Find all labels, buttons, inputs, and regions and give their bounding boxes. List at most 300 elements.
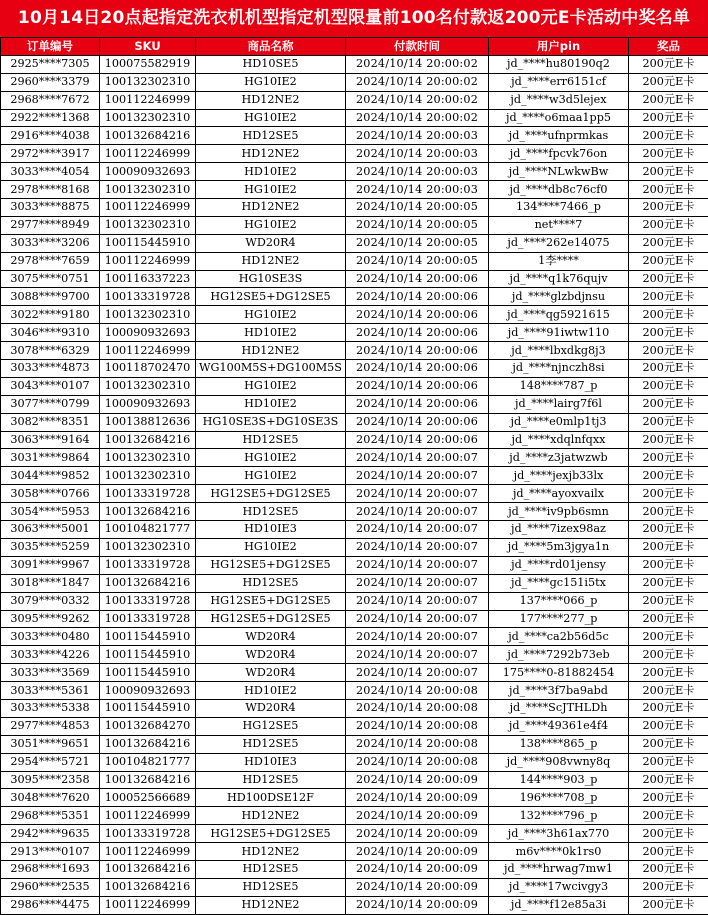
product-name-cell: HG10IE2 [196,449,346,467]
prize-cell: 200元E卡 [629,145,708,163]
prize-cell: 200元E卡 [629,324,708,342]
table-body [1,55,708,914]
table-row [1,574,708,592]
order-id-cell: 2922****1368 [1,109,100,127]
prize-cell: 200元E卡 [629,699,708,717]
column-header-sku: SKU [100,38,196,56]
user-pin-cell: jd_****glzbdjnsu [489,288,629,306]
order-id-cell: 2968****5351 [1,807,100,825]
table-row [1,199,708,217]
sku-cell: 100132684216 [100,431,196,449]
order-id-cell: 3033****3569 [1,664,100,682]
sku-cell: 100118702470 [100,360,196,378]
product-name-cell: HG10IE2 [196,109,346,127]
prize-cell: 200元E卡 [629,216,708,234]
order-id-cell: 2916****4038 [1,127,100,145]
sku-cell: 100133319728 [100,610,196,628]
order-id-cell: 3035****5259 [1,538,100,556]
prize-cell: 200元E卡 [629,395,708,413]
prize-cell: 200元E卡 [629,843,708,861]
user-pin-cell: 132****796_p [489,807,629,825]
payment-time-cell: 2024/10/14 20:00:07 [346,592,489,610]
user-pin-cell: jd_****err6151cf [489,73,629,91]
product-name-cell: HG12SE5+DG12SE5 [196,556,346,574]
payment-time-cell: 2024/10/14 20:00:06 [346,306,489,324]
payment-time-cell: 2024/10/14 20:00:08 [346,717,489,735]
user-pin-cell: jd_****7292b73eb [489,646,629,664]
order-id-cell: 3077****0799 [1,395,100,413]
payment-time-cell: 2024/10/14 20:00:07 [346,610,489,628]
table-row [1,843,708,861]
payment-time-cell: 2024/10/14 20:00:03 [346,145,489,163]
order-id-cell: 3078****6329 [1,342,100,360]
table-row [1,413,708,431]
payment-time-cell: 2024/10/14 20:00:09 [346,896,489,914]
payment-time-cell: 2024/10/14 20:00:06 [346,288,489,306]
user-pin-cell: jd_****qg5921615 [489,306,629,324]
prize-cell: 200元E卡 [629,878,708,896]
table-header-row [1,38,708,56]
table-row [1,55,708,73]
order-id-cell: 2968****7672 [1,91,100,109]
user-pin-cell: net****7 [489,216,629,234]
user-pin-cell: jd_****db8c76cf0 [489,181,629,199]
user-pin-cell: 137****066_p [489,592,629,610]
sku-cell: 100133319728 [100,592,196,610]
prize-cell: 200元E卡 [629,789,708,807]
product-name-cell: HD10IE3 [196,753,346,771]
user-pin-cell: jd_****q1k76qujv [489,270,629,288]
product-name-cell: HG10IE2 [196,377,346,395]
prize-cell: 200元E卡 [629,377,708,395]
sku-cell: 100115445910 [100,664,196,682]
sku-cell: 100132302310 [100,449,196,467]
product-name-cell: HD12NE2 [196,843,346,861]
product-name-cell: HD12NE2 [196,199,346,217]
user-pin-cell: jd_****w3d5lejex [489,91,629,109]
product-name-cell: HD12SE5 [196,860,346,878]
sku-cell: 100112246999 [100,807,196,825]
order-id-cell: 3048****7620 [1,789,100,807]
payment-time-cell: 2024/10/14 20:00:09 [346,860,489,878]
order-id-cell: 3095****9262 [1,610,100,628]
user-pin-cell: jd_****z3jatwzwb [489,449,629,467]
table-row [1,503,708,521]
product-name-cell: HD10IE2 [196,395,346,413]
order-id-cell: 2942****9635 [1,825,100,843]
sku-cell: 100132302310 [100,538,196,556]
column-header-user-pin: 用户pin [489,38,629,56]
table-row [1,699,708,717]
product-name-cell: HD12SE5 [196,574,346,592]
table-row [1,288,708,306]
order-id-cell: 3079****0332 [1,592,100,610]
product-name-cell: WD20R4 [196,664,346,682]
sku-cell: 100112246999 [100,896,196,914]
table-row [1,181,708,199]
payment-time-cell: 2024/10/14 20:00:08 [346,699,489,717]
table-row [1,431,708,449]
payment-time-cell: 2024/10/14 20:00:07 [346,467,489,485]
sku-cell: 100132684270 [100,717,196,735]
payment-time-cell: 2024/10/14 20:00:02 [346,73,489,91]
payment-time-cell: 2024/10/14 20:00:06 [346,360,489,378]
product-name-cell: HD12NE2 [196,896,346,914]
payment-time-cell: 2024/10/14 20:00:03 [346,163,489,181]
prize-cell: 200元E卡 [629,270,708,288]
prize-cell: 200元E卡 [629,91,708,109]
table-row [1,342,708,360]
sku-cell: 100132302310 [100,216,196,234]
user-pin-cell: 144****903_p [489,771,629,789]
sku-cell: 100132302310 [100,306,196,324]
prize-cell: 200元E卡 [629,127,708,145]
user-pin-cell: jd_****3h61ax770 [489,825,629,843]
product-name-cell: HD12SE5 [196,127,346,145]
payment-time-cell: 2024/10/14 20:00:09 [346,825,489,843]
product-name-cell: WD20R4 [196,628,346,646]
product-name-cell: HD10IE2 [196,682,346,700]
prize-cell: 200元E卡 [629,485,708,503]
user-pin-cell: jd_****njnczh8si [489,360,629,378]
payment-time-cell: 2024/10/14 20:00:07 [346,538,489,556]
sku-cell: 100132302310 [100,377,196,395]
order-id-cell: 2925****7305 [1,55,100,73]
table-row [1,682,708,700]
order-id-cell: 3095****2358 [1,771,100,789]
product-name-cell: WD20R4 [196,234,346,252]
table-row [1,807,708,825]
table-row [1,825,708,843]
sku-cell: 100133319728 [100,288,196,306]
payment-time-cell: 2024/10/14 20:00:07 [346,503,489,521]
table-row [1,163,708,181]
table-row [1,145,708,163]
payment-time-cell: 2024/10/14 20:00:06 [346,395,489,413]
table-row [1,556,708,574]
product-name-cell: HD12SE5 [196,771,346,789]
order-id-cell: 3031****9864 [1,449,100,467]
order-id-cell: 3044****9852 [1,467,100,485]
sku-cell: 100075582919 [100,55,196,73]
user-pin-cell: jd_****NLwkwBw [489,163,629,181]
sku-cell: 100115445910 [100,234,196,252]
product-name-cell: HD100DSE12F [196,789,346,807]
user-pin-cell: jd_****5m3jgya1n [489,538,629,556]
table-row [1,664,708,682]
user-pin-cell: jd_****7izex98az [489,521,629,539]
payment-time-cell: 2024/10/14 20:00:07 [346,628,489,646]
order-id-cell: 3033****3206 [1,234,100,252]
payment-time-cell: 2024/10/14 20:00:06 [346,431,489,449]
order-id-cell: 2977****4853 [1,717,100,735]
sku-cell: 100132302310 [100,181,196,199]
prize-cell: 200元E卡 [629,234,708,252]
user-pin-cell: jd_****lbxdkg8j3 [489,342,629,360]
prize-cell: 200元E卡 [629,664,708,682]
payment-time-cell: 2024/10/14 20:00:08 [346,682,489,700]
table-row [1,395,708,413]
product-name-cell: HD12NE2 [196,807,346,825]
payment-time-cell: 2024/10/14 20:00:07 [346,556,489,574]
table-row [1,377,708,395]
sku-cell: 100132684216 [100,127,196,145]
sku-cell: 100133319728 [100,556,196,574]
table-row [1,485,708,503]
user-pin-cell: jd_****17wcivgy3 [489,878,629,896]
order-id-cell: 3033****0480 [1,628,100,646]
prize-cell: 200元E卡 [629,860,708,878]
payment-time-cell: 2024/10/14 20:00:07 [346,646,489,664]
prize-cell: 200元E卡 [629,342,708,360]
user-pin-cell: 134****7466_p [489,199,629,217]
user-pin-cell: 196****708_p [489,789,629,807]
payment-time-cell: 2024/10/14 20:00:06 [346,270,489,288]
order-id-cell: 3033****8875 [1,199,100,217]
table-row [1,306,708,324]
product-name-cell: HG12SE5 [196,717,346,735]
order-id-cell: 3063****5001 [1,521,100,539]
prize-cell: 200元E卡 [629,467,708,485]
sku-cell: 100104821777 [100,521,196,539]
product-name-cell: HG10IE2 [196,467,346,485]
table-row [1,628,708,646]
table-row [1,73,708,91]
column-header-product-name: 商品名称 [196,38,346,56]
payment-time-cell: 2024/10/14 20:00:09 [346,771,489,789]
table-row [1,610,708,628]
sku-cell: 100112246999 [100,252,196,270]
user-pin-cell: jd_****f12e85a3i [489,896,629,914]
product-name-cell: HG10IE2 [196,216,346,234]
table-row [1,735,708,753]
sku-cell: 100133319728 [100,825,196,843]
order-id-cell: 3054****5953 [1,503,100,521]
sku-cell: 100112246999 [100,843,196,861]
payment-time-cell: 2024/10/14 20:00:06 [346,342,489,360]
payment-time-cell: 2024/10/14 20:00:07 [346,574,489,592]
prize-cell: 200元E卡 [629,109,708,127]
order-id-cell: 3088****9700 [1,288,100,306]
product-name-cell: HG10IE2 [196,538,346,556]
payment-time-cell: 2024/10/14 20:00:09 [346,789,489,807]
prize-cell: 200元E卡 [629,896,708,914]
column-header-payment-time: 付款时间 [346,38,489,56]
prize-cell: 200元E卡 [629,449,708,467]
product-name-cell: HG10IE2 [196,181,346,199]
payment-time-cell: 2024/10/14 20:00:07 [346,449,489,467]
product-name-cell: HD12SE5 [196,878,346,896]
prize-cell: 200元E卡 [629,431,708,449]
sku-cell: 100115445910 [100,646,196,664]
prize-cell: 200元E卡 [629,288,708,306]
sku-cell: 100132302310 [100,467,196,485]
user-pin-cell: jd_****jexjb33lx [489,467,629,485]
sku-cell: 100132302310 [100,109,196,127]
sku-cell: 100090932693 [100,682,196,700]
table-row [1,449,708,467]
payment-time-cell: 2024/10/14 20:00:02 [346,91,489,109]
table-row [1,753,708,771]
sku-cell: 100133319728 [100,485,196,503]
product-name-cell: HG10SE3S+DG10SE3S [196,413,346,431]
payment-time-cell: 2024/10/14 20:00:07 [346,664,489,682]
payment-time-cell: 2024/10/14 20:00:09 [346,843,489,861]
table-row [1,521,708,539]
user-pin-cell: jd_****ca2b56d5c [489,628,629,646]
prize-cell: 200元E卡 [629,592,708,610]
product-name-cell: HD12SE5 [196,503,346,521]
user-pin-cell: jd_****gc151i5tx [489,574,629,592]
user-pin-cell: jd_****e0mlp1tj3 [489,413,629,431]
product-name-cell: HD12NE2 [196,145,346,163]
sku-cell: 100132684216 [100,878,196,896]
sku-cell: 100090932693 [100,163,196,181]
order-id-cell: 3033****4054 [1,163,100,181]
user-pin-cell: jd_****o6maa1pp5 [489,109,629,127]
payment-time-cell: 2024/10/14 20:00:02 [346,55,489,73]
prize-cell: 200元E卡 [629,181,708,199]
order-id-cell: 3075****0751 [1,270,100,288]
prize-cell: 200元E卡 [629,556,708,574]
page-title: 10月14日20点起指定洗衣机机型指定机型限量前100名付款返200元E卡活动中奖名单 [0,0,708,37]
payment-time-cell: 2024/10/14 20:00:05 [346,199,489,217]
table-row [1,771,708,789]
user-pin-cell: jd_****91iwtw110 [489,324,629,342]
sku-cell: 100112246999 [100,145,196,163]
user-pin-cell: jd_****iv9pb6smn [489,503,629,521]
order-id-cell: 3046****9310 [1,324,100,342]
product-name-cell: HG12SE5+DG12SE5 [196,288,346,306]
product-name-cell: HD12SE5 [196,735,346,753]
order-id-cell: 2960****2535 [1,878,100,896]
payment-time-cell: 2024/10/14 20:00:03 [346,127,489,145]
table-row [1,896,708,914]
order-id-cell: 3033****4873 [1,360,100,378]
user-pin-cell: jd_****hrwag7mw1 [489,860,629,878]
sku-cell: 100115445910 [100,699,196,717]
table-row [1,878,708,896]
prize-cell: 200元E卡 [629,538,708,556]
prize-cell: 200元E卡 [629,306,708,324]
sku-cell: 100115445910 [100,628,196,646]
table-row [1,360,708,378]
table-row [1,127,708,145]
table-row [1,467,708,485]
order-id-cell: 3043****0107 [1,377,100,395]
table-row [1,538,708,556]
prize-cell: 200元E卡 [629,628,708,646]
sku-cell: 100132684216 [100,771,196,789]
payment-time-cell: 2024/10/14 20:00:05 [346,234,489,252]
product-name-cell: HD12NE2 [196,342,346,360]
sku-cell: 100090932693 [100,324,196,342]
product-name-cell: HG12SE5+DG12SE5 [196,485,346,503]
order-id-cell: 2977****8949 [1,216,100,234]
product-name-cell: WD20R4 [196,646,346,664]
prize-cell: 200元E卡 [629,503,708,521]
payment-time-cell: 2024/10/14 20:00:07 [346,485,489,503]
winners-table [0,37,708,915]
payment-time-cell: 2024/10/14 20:00:09 [346,878,489,896]
user-pin-cell: jd_****3f7ba9abd [489,682,629,700]
order-id-cell: 2968****1693 [1,860,100,878]
order-id-cell: 3063****9164 [1,431,100,449]
order-id-cell: 2913****0107 [1,843,100,861]
table-row [1,234,708,252]
payment-time-cell: 2024/10/14 20:00:06 [346,377,489,395]
prize-cell: 200元E卡 [629,771,708,789]
prize-cell: 200元E卡 [629,682,708,700]
sku-cell: 100132684216 [100,735,196,753]
user-pin-cell: 1李**** [489,252,629,270]
table-row [1,252,708,270]
product-name-cell: HG10SE3S [196,270,346,288]
order-id-cell: 3058****0766 [1,485,100,503]
payment-time-cell: 2024/10/14 20:00:06 [346,413,489,431]
user-pin-cell: 148****787_p [489,377,629,395]
sku-cell: 100090932693 [100,395,196,413]
order-id-cell: 3018****1847 [1,574,100,592]
user-pin-cell: 177****277_p [489,610,629,628]
order-id-cell: 2954****5721 [1,753,100,771]
user-pin-cell: m6v****0k1rs0 [489,843,629,861]
user-pin-cell: jd_****908vwny8q [489,753,629,771]
table-row [1,717,708,735]
user-pin-cell: jd_****xdqlnfqxx [489,431,629,449]
sku-cell: 100112246999 [100,342,196,360]
order-id-cell: 2972****3917 [1,145,100,163]
sku-cell: 100138812636 [100,413,196,431]
sku-cell: 100132684216 [100,503,196,521]
product-name-cell: HD12SE5 [196,431,346,449]
order-id-cell: 3033****4226 [1,646,100,664]
prize-cell: 200元E卡 [629,807,708,825]
payment-time-cell: 2024/10/14 20:00:05 [346,252,489,270]
product-name-cell: HG12SE5+DG12SE5 [196,825,346,843]
prize-cell: 200元E卡 [629,252,708,270]
column-header-prize: 奖品 [629,38,708,56]
product-name-cell: HD10SE5 [196,55,346,73]
prize-cell: 200元E卡 [629,413,708,431]
order-id-cell: 2960****3379 [1,73,100,91]
prize-cell: 200元E卡 [629,163,708,181]
prize-cell: 200元E卡 [629,199,708,217]
sku-cell: 100104821777 [100,753,196,771]
product-name-cell: HD10IE2 [196,163,346,181]
user-pin-cell: jd_****ufnprmkas [489,127,629,145]
order-id-cell: 2978****8168 [1,181,100,199]
user-pin-cell: jd_****fpcvk76on [489,145,629,163]
user-pin-cell: jd_****hu80190q2 [489,55,629,73]
product-name-cell: WD20R4 [196,699,346,717]
table-row [1,789,708,807]
payment-time-cell: 2024/10/14 20:00:08 [346,753,489,771]
order-id-cell: 3033****5338 [1,699,100,717]
prize-cell: 200元E卡 [629,610,708,628]
order-id-cell: 3082****8351 [1,413,100,431]
user-pin-cell: jd_****262e14075 [489,234,629,252]
prize-cell: 200元E卡 [629,646,708,664]
user-pin-cell: 138****865_p [489,735,629,753]
user-pin-cell: jd_****ScJTHLDh [489,699,629,717]
product-name-cell: HD10IE2 [196,324,346,342]
order-id-cell: 3091****9967 [1,556,100,574]
order-id-cell: 2986****4475 [1,896,100,914]
product-name-cell: HD12NE2 [196,252,346,270]
product-name-cell: HD12NE2 [196,91,346,109]
product-name-cell: HD10IE3 [196,521,346,539]
